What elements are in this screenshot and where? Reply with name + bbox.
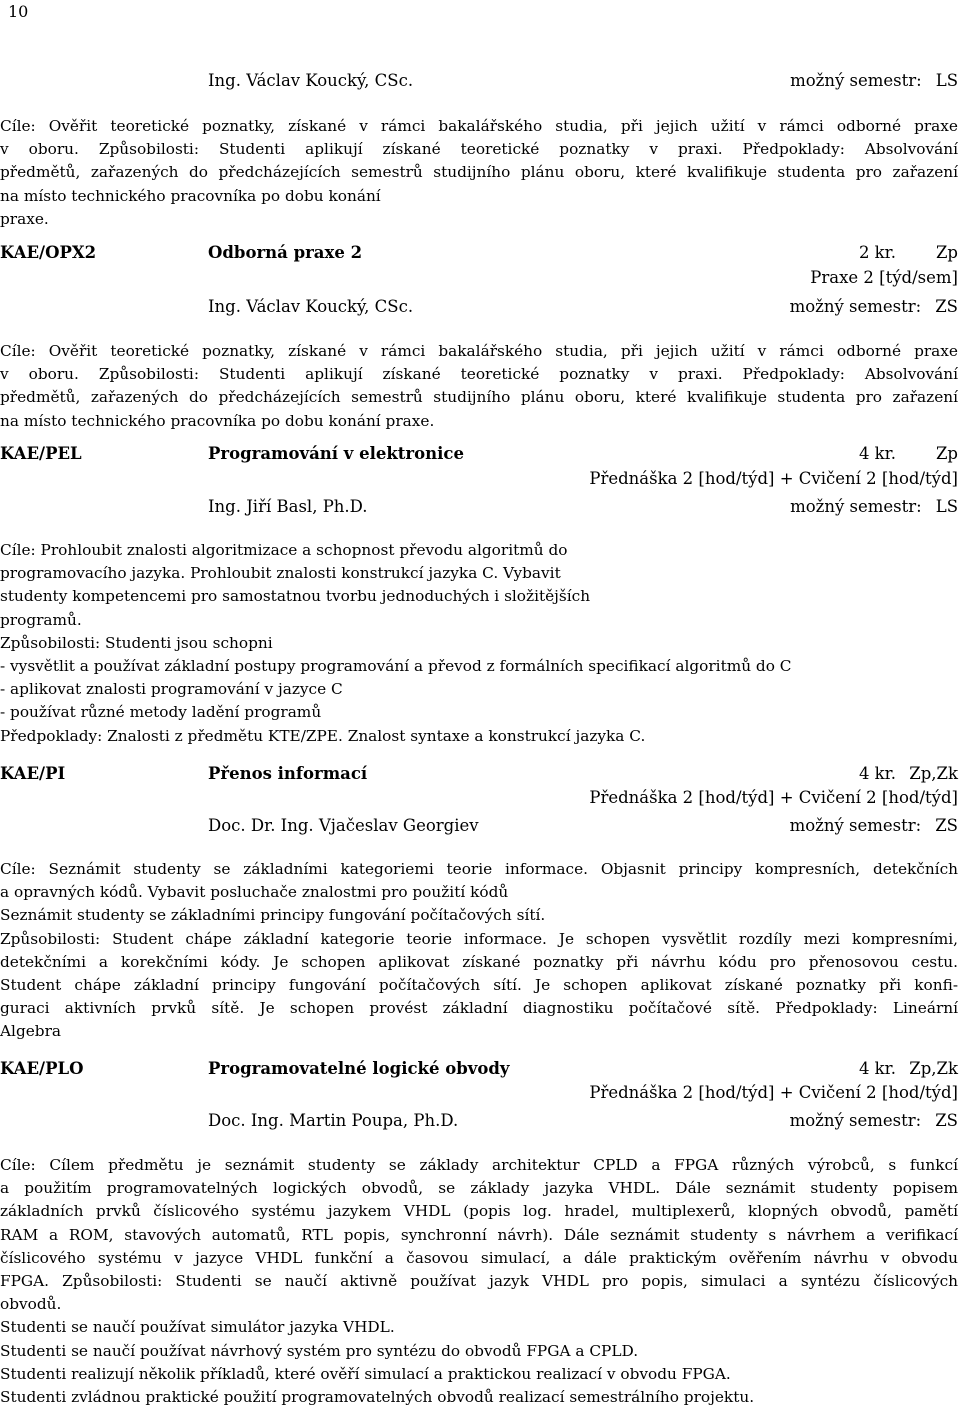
semester-info <box>790 297 958 316</box>
course-hours-row <box>0 1083 958 1107</box>
semester-label: možný semestr: <box>789 297 922 316</box>
course-code: KAE/PI <box>0 764 66 783</box>
text-line: detekčními a korekčními kódy. Je schopen aplikovat získané poznatky při návrhu kódu pro přenosovou cestu. <box>0 952 958 971</box>
text-line: v oboru. Způsobilosti: Studenti aplikují získané teoretické poznatky v praxi. Předpoklady: Absolvování <box>0 365 958 384</box>
course-credits: 4 kr. <box>858 444 896 463</box>
course-header-row <box>0 764 958 788</box>
semester-value: LS <box>935 71 958 90</box>
course-hours: Přednáška 2 [hod/týd] + Cvičení 2 [hod/týd] <box>589 1083 958 1102</box>
course-completion: Zp,Zk <box>909 764 958 783</box>
page-number: 10 <box>8 2 29 21</box>
semester-value: LS <box>935 497 958 516</box>
teacher-name: Doc. Ing. Martin Poupa, Ph.D. <box>208 1111 459 1130</box>
text-line: praxe. <box>0 209 49 228</box>
text-line: Studenti se naučí používat návrhový systém pro syntézu do obvodů FPGA a CPLD. <box>0 1341 639 1360</box>
semester-label: možný semestr: <box>789 816 922 835</box>
text-line: Studenti zvládnou praktické použití programovatelných obvodů realizací semestrálního projektu. <box>0 1387 755 1406</box>
semester-info <box>790 497 958 516</box>
course-teacher-row <box>0 297 958 321</box>
semester-label: možný semestr: <box>789 1111 922 1130</box>
text-line: Studenti se naučí používat simulátor jazyka VHDL. <box>0 1318 395 1337</box>
text-line: guraci aktivních prvků sítě. Je schopen provést základní diagnostiku počítačové sítě. Předpoklady: Lineární <box>0 999 958 1018</box>
text-line: Cíle: Prohloubit znalosti algoritmizace a schopnost převodu algoritmů do <box>0 541 568 559</box>
course-code: KAE/OPX2 <box>0 243 97 262</box>
text-line: studenty kompetencemi pro samostatnou tvorbu jednoduchých i složitějších <box>0 587 591 606</box>
course-title: Programovatelné logické obvody <box>208 1059 510 1078</box>
text-line: Způsobilosti: Student chápe základní kategorie teorie informace. Je schopen vysvětlit rozdíly mezi kompresními, <box>0 929 958 948</box>
course-description <box>0 340 958 433</box>
course-hours-row <box>0 469 958 493</box>
course-completion: Zp <box>935 444 958 463</box>
text-line: číslicového systému v jazyce VHDL funkční a časovou simulací, a dále praktickým ověřením návrhu v obvodu <box>0 1248 958 1267</box>
text-line: FPGA. Způsobilosti: Studenti se naučí aktivně používat jazyk VHDL pro popis, simulaci a syntézu číslicových <box>0 1271 958 1290</box>
course-completion: Zp,Zk <box>909 1059 958 1078</box>
course-description <box>0 1154 958 1409</box>
text-line: předmětů, zařazených do předcházejících semestrů studijního plánu oboru, které kvalifikuje studenta pro zařazení <box>0 163 958 182</box>
course-header-row <box>0 243 958 267</box>
course-teacher-row <box>0 816 958 840</box>
course-hours: Přednáška 2 [hod/týd] + Cvičení 2 [hod/týd] <box>589 469 958 488</box>
text-line: v oboru. Způsobilosti: Studenti aplikují získané teoretické poznatky v praxi. Předpoklady: Absolvování <box>0 140 958 159</box>
top-block-description <box>0 115 958 231</box>
text-line: - vysvětlit a používat základní postupy programování a převod z formálních specifikací algoritmů do C <box>0 656 792 675</box>
text-line: obvodů. <box>0 1295 62 1314</box>
teacher-name: Ing. Jiří Basl, Ph.D. <box>208 497 368 516</box>
course-credits: 4 kr. <box>858 764 896 783</box>
text-line: Cíle: Ověřit teoretické poznatky, získané v rámci bakalářského studia, při jejich užití v rámci odborné praxe <box>0 342 958 360</box>
text-line: Způsobilosti: Studenti jsou schopni <box>0 633 273 652</box>
course-title: Programování v elektronice <box>208 444 464 463</box>
teacher-name: Ing. Václav Koucký, CSc. <box>208 71 414 90</box>
text-line: Seznámit studenty se základními principy fungování počítačových sítí. <box>0 906 546 925</box>
text-line: Předpoklady: Znalosti z předmětu KTE/ZPE. Znalost syntaxe a konstrukcí jazyka C. <box>0 726 646 745</box>
course-description <box>0 858 958 1044</box>
text-line: Algebra <box>0 1022 62 1041</box>
course-credits: 2 kr. <box>858 243 896 262</box>
semester-info <box>790 1111 958 1130</box>
text-line: a opravných kódů. Vybavit posluchače znalostmi pro použití kódů <box>0 883 509 902</box>
semester-value: ZS <box>935 297 958 316</box>
semester-value: ZS <box>935 816 958 835</box>
course-credits: 4 kr. <box>858 1059 896 1078</box>
semester-info <box>790 816 958 835</box>
text-line: Studenti realizují několik příkladů, které ověří simulací a praktickou realizací v obvodu FPGA. <box>0 1364 731 1383</box>
course-hours-row <box>0 268 958 292</box>
semester-value: ZS <box>935 1111 958 1130</box>
text-line: základních prvků číslicového systému jazykem VHDL (popis log. hradel, multiplexerů, klopných obvodů, pamětí <box>0 1202 958 1221</box>
top-block-teacher-row <box>0 71 958 95</box>
text-line: - používat různé metody ladění programů <box>0 703 322 722</box>
text-line: předmětů, zařazených do předcházejících semestrů studijního plánu oboru, které kvalifikuje studenta pro zařazení <box>0 388 958 407</box>
text-line: Cíle: Seznámit studenty se základními kategoriemi teorie informace. Objasnit principy kompresních, detekčních <box>0 860 958 878</box>
text-line: Cíle: Cílem předmětu je seznámit studenty se základy architektur CPLD a FPGA různých výrobců, s funkcí <box>0 1156 958 1174</box>
text-line: programů. <box>0 610 82 629</box>
semester-label: možný semestr: <box>790 71 922 90</box>
text-line: - aplikovat znalosti programování v jazyce C <box>0 680 343 699</box>
text-line: a použitím programovatelných logických obvodů, se základy jazyka VHDL. Dále seznámit studenty popisem <box>0 1179 958 1198</box>
course-teacher-row <box>0 497 958 521</box>
course-code: KAE/PEL <box>0 444 82 463</box>
teacher-name: Doc. Dr. Ing. Vjačeslav Georgiev <box>208 816 479 835</box>
text-line: programovacího jazyka. Prohloubit znalosti konstrukcí jazyka C. Vybavit <box>0 564 561 583</box>
course-title: Přenos informací <box>208 764 368 783</box>
semester-label: možný semestr: <box>790 497 922 516</box>
text-line: RAM a ROM, stavových automatů, RTL popis, synchronní návrh). Dále seznámit studenty s návrhem a verifikací <box>0 1225 958 1244</box>
course-header-row <box>0 444 958 468</box>
course-header-row <box>0 1059 958 1083</box>
text-line: na místo technického pracovníka po dobu konání praxe. <box>0 411 435 430</box>
course-completion: Zp <box>935 243 958 262</box>
semester-info <box>790 71 958 90</box>
course-description <box>0 539 958 748</box>
course-code: KAE/PLO <box>0 1059 84 1078</box>
text-line: na místo technického pracovníka po dobu konání <box>0 186 381 205</box>
course-teacher-row <box>0 1111 958 1135</box>
course-title: Odborná praxe 2 <box>208 243 363 262</box>
course-hours: Přednáška 2 [hod/týd] + Cvičení 2 [hod/týd] <box>589 788 958 807</box>
text-line: Student chápe základní principy fungování počítačových sítí. Je schopen aplikovat získané poznatky při konfi- <box>0 975 958 994</box>
course-hours: Praxe 2 [týd/sem] <box>810 268 958 287</box>
text-line: Cíle: Ověřit teoretické poznatky, získané v rámci bakalářského studia, při jejich užití v rámci odborné praxe <box>0 117 958 135</box>
teacher-name: Ing. Václav Koucký, CSc. <box>208 297 414 316</box>
course-hours-row <box>0 788 958 812</box>
